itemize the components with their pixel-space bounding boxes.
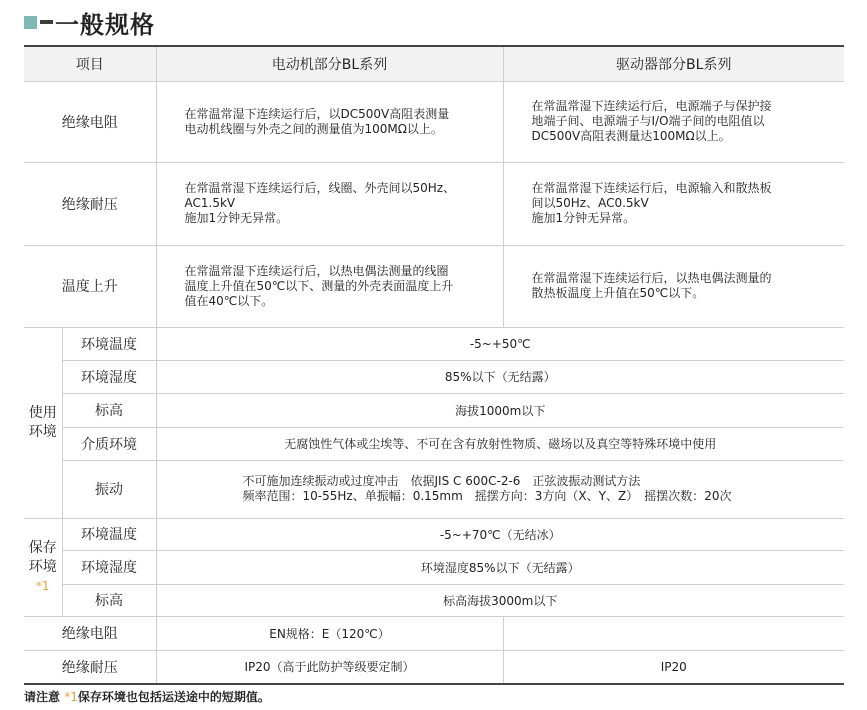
row-standards-dielectric	[24, 650, 844, 684]
footnote-mark: *1	[35, 578, 50, 593]
text-line: 在常温常湿下连续运行后，以DC500V高阻表测量	[184, 106, 450, 121]
usage-row-temperature	[24, 327, 844, 360]
row-standards-resistance	[24, 616, 844, 650]
text-line: 施加1分钟无异常。	[184, 211, 289, 225]
header-motor: 电动机部分BL系列	[156, 46, 503, 81]
value-cell: 标高海拔3000m以下	[156, 584, 844, 616]
row-insulation-resistance	[24, 81, 844, 162]
text-line: 在常温常湿下连续运行后，以热电偶法测量的	[531, 271, 772, 285]
row-label: 绝缘耐压	[24, 650, 156, 684]
driver-spec	[503, 81, 844, 162]
row-label: 绝缘电阻	[24, 616, 156, 650]
text-line: 值在40℃以下。	[184, 293, 274, 308]
text-line: DC500V高阻表测量达100MΩ以上。	[531, 129, 731, 143]
driver-spec	[503, 162, 844, 245]
text-line: 散热板温度上升值在50℃以下。	[531, 286, 705, 300]
page-title: 一般规格	[55, 10, 155, 39]
value-cell: 85%以下（无结露）	[156, 360, 844, 393]
text-line: 在常温常湿下连续运行后，线圈、外壳间以50Hz、	[184, 181, 456, 195]
sub-label: 标高	[62, 584, 156, 616]
row-dielectric-strength	[24, 162, 844, 245]
value-cell: 海拔1000m以下	[156, 393, 844, 427]
value-cell: 环境湿度85%以下（无结露）	[156, 550, 844, 584]
value-cell: 无腐蚀性气体或尘埃等、不可在含有放射性物质、磁场以及真空等特殊环境中使用	[156, 427, 844, 460]
usage-row-vibration	[24, 460, 844, 518]
group-label-line: 环境	[28, 558, 57, 575]
sub-label: 环境温度	[62, 327, 156, 360]
text-line: 在常温常湿下连续运行后，电源端子与保护接	[531, 99, 772, 113]
header-row	[24, 46, 844, 81]
group-label-line: 保存	[28, 539, 57, 556]
storage-row-temperature	[24, 518, 844, 550]
text-line: 在常温常湿下连续运行后，电源输入和散热板	[531, 181, 772, 195]
row-label: 绝缘电阻	[24, 81, 156, 162]
page-title-bar	[24, 6, 155, 38]
title-square-icon	[24, 16, 37, 29]
motor-value: IP20（高于此防护等级要定制）	[156, 650, 503, 684]
footnote-text: 保存环境也包括运送途中的短期值。	[77, 690, 270, 704]
footnote-prefix: 请注意	[24, 690, 61, 704]
text-line: AC1.5kV	[184, 196, 236, 210]
header-item: 项目	[24, 46, 156, 81]
vibration-spec	[156, 460, 844, 518]
storage-env-group	[24, 518, 62, 616]
text-line: 间以50Hz、AC0.5kV	[531, 196, 649, 210]
motor-spec	[156, 81, 503, 162]
row-label: 绝缘耐压	[24, 162, 156, 245]
value-cell: -5~+50℃	[156, 327, 844, 360]
spec-table	[24, 45, 844, 685]
usage-row-medium	[24, 427, 844, 460]
text-line: 施加1分钟无异常。	[531, 211, 636, 225]
sub-label: 介质环境	[62, 427, 156, 460]
text-line: 不可施加连续振动或过度冲击 依据JIS C 600C-2-6 正弦波振动测试方法	[242, 474, 641, 488]
text-line: 频率范围：10-55Hz、单振幅：0.15mm 摇摆方向：3方向（X、Y、Z） 摇摆次数：20次	[242, 489, 732, 503]
usage-row-humidity	[24, 360, 844, 393]
title-dash-icon	[40, 20, 53, 24]
text-line: 在常温常湿下连续运行后，以热电偶法测量的线圈	[184, 263, 449, 278]
header-driver: 驱动器部分BL系列	[503, 46, 844, 81]
row-label: 温度上升	[24, 245, 156, 327]
group-label-line: 环境	[28, 423, 57, 440]
storage-row-altitude	[24, 584, 844, 616]
sub-label: 环境温度	[62, 518, 156, 550]
footnote	[24, 688, 270, 705]
motor-value: EN规格：E（120℃）	[156, 616, 503, 650]
driver-value: IP20	[503, 650, 844, 684]
group-label-line: 使用	[28, 404, 57, 421]
driver-value	[503, 616, 844, 650]
footnote-mark: *1	[64, 690, 78, 704]
driver-spec	[503, 245, 844, 327]
row-temperature-rise	[24, 245, 844, 327]
motor-spec	[156, 162, 503, 245]
sub-label: 振动	[62, 460, 156, 518]
motor-spec	[156, 245, 503, 327]
value-cell: -5~+70℃（无结冰）	[156, 518, 844, 550]
text-line: 温度上升值在50℃以下、测量的外壳表面温度上升	[184, 278, 454, 293]
usage-env-group	[24, 327, 62, 518]
text-line: 地端子间、电源端子与I/O端子间的电阻值以	[531, 114, 765, 128]
sub-label: 标高	[62, 393, 156, 427]
sub-label: 环境湿度	[62, 360, 156, 393]
sub-label: 环境湿度	[62, 550, 156, 584]
storage-row-humidity	[24, 550, 844, 584]
text-line: 电动机线圈与外壳之间的测量值为100MΩ以上。	[184, 121, 443, 136]
usage-row-altitude	[24, 393, 844, 427]
